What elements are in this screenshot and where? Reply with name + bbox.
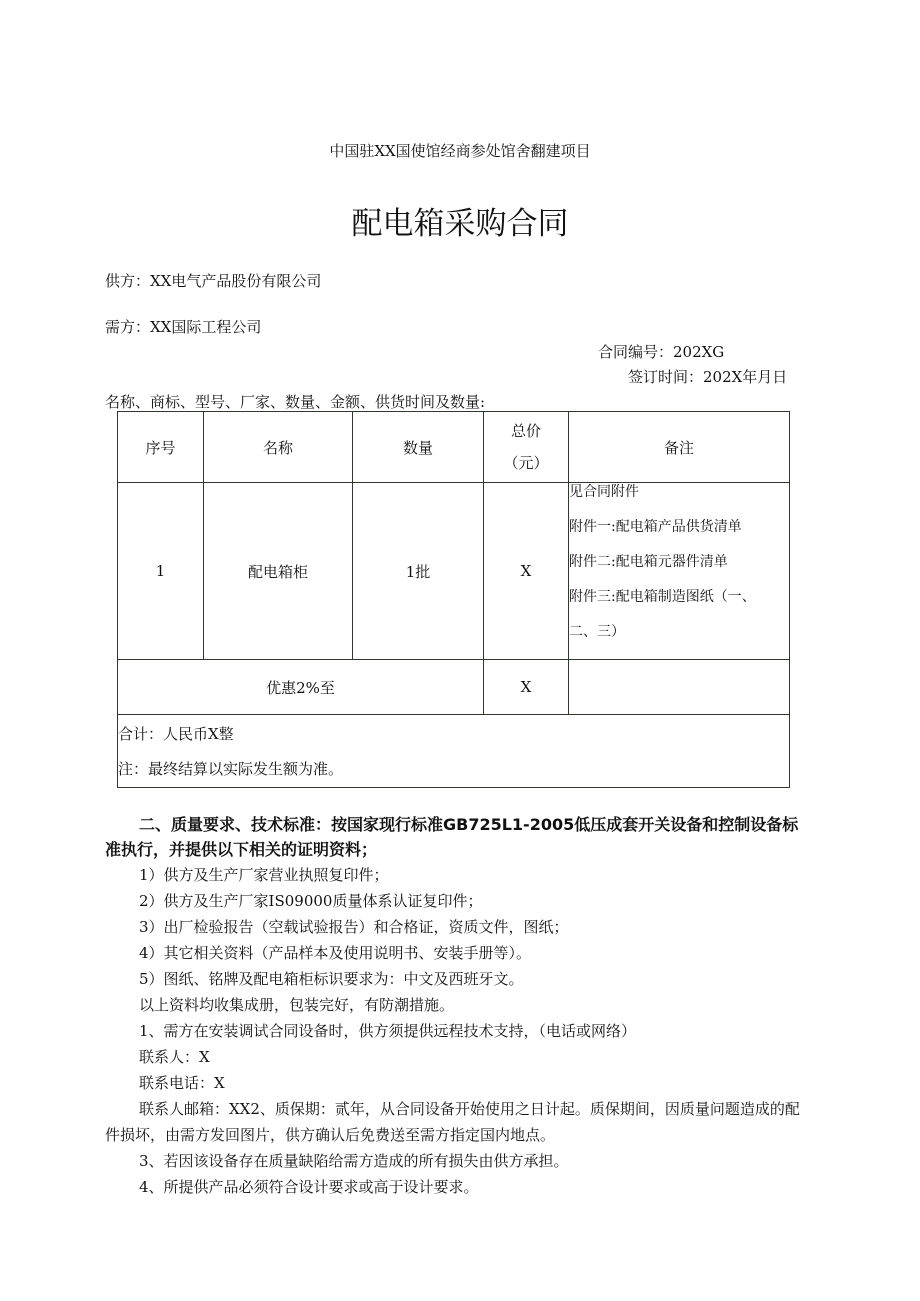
total-cell <box>118 715 790 788</box>
supplier: 供方：XX电气产品股份有限公司 <box>105 272 322 290</box>
note-line: 附件三:配电箱制造图纸（一、 <box>569 589 756 605</box>
header-qty: 数量 <box>353 412 484 483</box>
section-heading: 二、质量要求、技术标准：按国家现行标准GB725L1-2005低压成套开关设备和控制设备标准执行，并提供以下相关的证明资料； <box>105 815 799 859</box>
discount-row <box>118 660 790 715</box>
total-amount: 合计：人民币X整 <box>118 725 234 743</box>
body-line: 联系电话：X <box>139 1074 225 1092</box>
note-line: 见合同附件 <box>569 484 639 500</box>
note-line: 二、三） <box>569 624 625 640</box>
discount-price: X <box>484 660 569 715</box>
header-price-unit: （元） <box>503 454 549 472</box>
sign-date: 签订时间：202X年月日 <box>628 368 788 386</box>
discount-notes <box>569 660 790 715</box>
cell-qty: 1批 <box>353 483 484 660</box>
discount-label: 优惠2%至 <box>118 660 484 715</box>
settlement-remark: 注：最终结算以实际发生额为准。 <box>118 760 344 778</box>
header-price-label: 总价 <box>510 422 541 440</box>
table-intro: 名称、商标、型号、厂家、数量、金额、供货时间及数量: <box>105 393 486 411</box>
body-line: 4）其它相关资料（产品样本及使用说明书、安装手册等）。 <box>139 944 532 962</box>
table-header-row <box>118 412 790 483</box>
body-line: 3、若因该设备存在质量缺陷给需方造成的所有损失由供方承担。 <box>139 1152 569 1170</box>
header-name: 名称 <box>204 412 353 483</box>
contract-title: 配电箱采购合同 <box>351 206 569 242</box>
body-line: 3）出厂检验报告（空载试验报告）和合格证，资质文件，图纸； <box>139 918 569 936</box>
body-line: 4、所提供产品必须符合设计要求或高于设计要求。 <box>139 1178 479 1196</box>
note-line: 附件一:配电箱产品供货清单 <box>569 519 742 535</box>
header-price <box>484 412 569 483</box>
body-line: 联系人邮箱：XX2、质保期：贰年，从合同设备开始使用之日计起。质保期间，因质量问题造成的配件损坏，由需方发回图片，供方确认后免费送至需方指定国内地点。 <box>105 1100 800 1144</box>
cell-name: 配电箱柜 <box>204 483 353 660</box>
header-no: 序号 <box>118 412 204 483</box>
body-line: 2）供方及生产厂家IS09000质量体系认证复印件； <box>139 892 483 910</box>
header-notes: 备注 <box>569 412 790 483</box>
body-line: 5）图纸、铭牌及配电箱柜标识要求为：中文及西班牙文。 <box>139 970 524 988</box>
note-line: 附件二:配电箱元器件清单 <box>569 554 728 570</box>
body-line: 联系人：X <box>139 1048 210 1066</box>
contract-number: 合同编号：202XG <box>598 343 725 361</box>
table-row <box>118 483 790 660</box>
body-line: 1）供方及生产厂家营业执照复印件； <box>139 866 389 884</box>
project-subtitle: 中国驻XX国使馆经商参处馆舍翻建项目 <box>329 142 591 160</box>
body-line: 1、需方在安装调试合同设备时，供方须提供远程技术支持，（电话或网络） <box>139 1022 637 1040</box>
cell-notes <box>569 483 790 660</box>
cell-price: X <box>484 483 569 660</box>
body-line: 以上资料均收集成册，包装完好，有防潮措施。 <box>139 996 455 1014</box>
cell-no: 1 <box>118 483 204 660</box>
buyer: 需方：XX国际工程公司 <box>105 318 262 336</box>
goods-table <box>117 411 790 788</box>
total-row <box>118 715 790 788</box>
section-quality <box>105 812 805 1200</box>
